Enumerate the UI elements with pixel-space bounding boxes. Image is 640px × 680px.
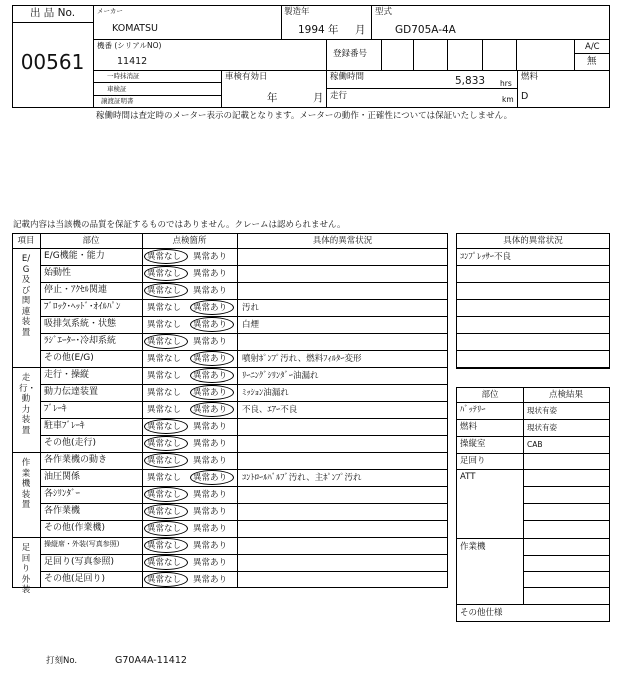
option-none: 異常なし xyxy=(147,524,182,534)
reg-label: 登録番号 xyxy=(333,49,368,59)
option-some: 異常あり xyxy=(193,524,228,534)
results-part-0: ﾊﾞｯﾃﾘｰ xyxy=(460,405,486,415)
option-none: 異常なし xyxy=(147,490,182,500)
option-none: 異常なし xyxy=(147,388,182,398)
selected-mark xyxy=(190,385,234,400)
results-part-2: 操縦室 xyxy=(460,439,486,449)
inspect-year-unit: 年 xyxy=(267,92,278,104)
inspection-part: 吸排気系統・状態 xyxy=(44,319,117,329)
option-some: 異常あり xyxy=(193,439,228,449)
hours-note: 稼働時間は査定時のメーター表示の記載となります。メーターの動作・正確性については保証いたしません。 xyxy=(96,111,513,121)
inspection-detail: 噴射ﾎﾟﾝﾌﾟ汚れ、燃料ﾌｨﾙﾀｰ変形 xyxy=(242,354,362,364)
distance-label: 走行 xyxy=(330,91,348,101)
inspection-part: その他(E/G) xyxy=(44,353,94,363)
option-none: 異常なし xyxy=(147,252,182,262)
year-unit: 年 xyxy=(328,24,339,36)
inspection-detail: ｺﾝﾄﾛｰﾙﾊﾞﾙﾌﾞ汚れ、主ﾎﾟﾝﾌﾟ汚れ xyxy=(242,473,362,483)
inspection-col-part: 部位 xyxy=(82,236,100,246)
month-unit: 月 xyxy=(355,24,366,36)
option-none: 異常なし xyxy=(147,558,182,568)
inspection-part: その他(足回り) xyxy=(44,574,106,584)
hours-label: 稼働時間 xyxy=(330,72,365,82)
results-col-result: 点検結果 xyxy=(548,390,583,400)
group-label-3: 足回り外装 xyxy=(21,543,31,595)
ac-label: A/C xyxy=(585,42,600,52)
option-some: 異常あり xyxy=(193,286,228,296)
inspection-col-check: 点検箇所 xyxy=(172,236,207,246)
selected-mark xyxy=(144,453,188,468)
results-value-0: 現状有姿 xyxy=(527,406,557,415)
inspection-part: 各作業機 xyxy=(44,506,81,516)
results-part-1: 燃料 xyxy=(460,422,478,432)
inspect-valid-label: 車検有効日 xyxy=(225,72,268,82)
selected-mark xyxy=(144,521,188,536)
inspection-detail: 白煙 xyxy=(242,320,260,330)
option-some: 異常あり xyxy=(193,490,228,500)
option-none: 異常なし xyxy=(147,354,182,364)
selected-mark xyxy=(144,249,188,264)
serial-value: 11412 xyxy=(117,56,148,67)
option-some: 異常あり xyxy=(193,473,228,483)
abnormal-header: 具体的異常状況 xyxy=(503,236,563,246)
fuel-value: D xyxy=(521,91,529,102)
ac-value: 無 xyxy=(587,56,597,67)
inspection-detail: 汚れ xyxy=(242,303,260,313)
selected-mark xyxy=(190,402,234,417)
results-value-1: 現状有姿 xyxy=(527,423,557,432)
inspection-part: 始動性 xyxy=(44,268,72,278)
option-none: 異常なし xyxy=(147,439,182,449)
maker-value: KOMATSU xyxy=(112,23,158,34)
inspection-detail: 不良、ｴｱｰ不良 xyxy=(242,405,298,415)
hours-unit: hrs xyxy=(500,79,512,88)
inspection-part: 各作業機の動き xyxy=(44,455,108,465)
inspection-part: 油圧関係 xyxy=(44,472,81,482)
selected-mark xyxy=(190,351,234,366)
option-none: 異常なし xyxy=(147,337,182,347)
selected-mark xyxy=(190,368,234,383)
vehicle-cert-label: 車検証 xyxy=(107,85,127,93)
option-some: 異常あり xyxy=(193,422,228,432)
selected-mark xyxy=(144,538,188,553)
option-some: 異常あり xyxy=(193,371,228,381)
option-some: 異常あり xyxy=(193,303,228,313)
option-some: 異常あり xyxy=(193,320,228,330)
selected-mark xyxy=(144,334,188,349)
option-some: 異常あり xyxy=(193,388,228,398)
model-label: 型式 xyxy=(375,7,393,17)
inspection-detail: ﾐｯｼｮﾝ油漏れ xyxy=(242,388,289,398)
group-label-2: 作業機装置 xyxy=(21,458,31,510)
selected-mark xyxy=(144,436,188,451)
abnormal-entry: ｺﾝﾌﾟﾚｯｻｰ不良 xyxy=(460,252,512,262)
option-some: 異常あり xyxy=(193,507,228,517)
lot-number: 00561 xyxy=(20,50,85,74)
serial-label: 機番 (シリアルNO) xyxy=(97,41,162,50)
inspection-detail: ﾘｰﾆﾝｸﾞｼﾘﾝﾀﾞｰ油漏れ xyxy=(242,371,319,381)
inspection-part: その他(作業機) xyxy=(44,523,106,533)
option-none: 異常なし xyxy=(147,371,182,381)
option-some: 異常あり xyxy=(193,575,228,585)
group-label-0: E/G及び関連装置 xyxy=(21,254,31,338)
inspection-part: 操縦席・外装(写真参照) xyxy=(44,540,120,548)
inspection-part: 駐車ﾌﾞﾚｰｷ xyxy=(44,421,85,431)
selected-mark xyxy=(190,300,234,315)
option-none: 異常なし xyxy=(147,575,182,585)
option-some: 異常あり xyxy=(193,405,228,415)
option-none: 異常なし xyxy=(147,405,182,415)
option-some: 異常あり xyxy=(193,252,228,262)
results-other-label: その他仕様 xyxy=(460,608,503,618)
distance-unit: km xyxy=(502,95,514,104)
inspection-part: 足回り(写真参照) xyxy=(44,557,115,567)
inspection-part: その他(走行) xyxy=(44,438,97,448)
transfer-doc-label: 譲渡証明書 xyxy=(101,97,134,105)
inspection-part: 各ｼﾘﾝﾀﾞｰ xyxy=(44,489,81,499)
hours-value: 5,833 xyxy=(455,75,486,87)
abnormal-frame xyxy=(456,233,610,369)
results-value-2: CAB xyxy=(527,440,543,449)
selected-mark xyxy=(144,419,188,434)
option-none: 異常なし xyxy=(147,303,182,313)
option-none: 異常なし xyxy=(147,320,182,330)
option-none: 異常なし xyxy=(147,286,182,296)
year-value: 1994 xyxy=(298,24,325,36)
lot-label: 出 品 No. xyxy=(29,7,76,19)
selected-mark xyxy=(144,487,188,502)
selected-mark xyxy=(144,283,188,298)
inspection-part: 停止・ｱｸｾﾙ関連 xyxy=(44,285,108,295)
option-some: 異常あり xyxy=(193,337,228,347)
inspection-part: ﾌﾞﾛｯｸ･ﾍｯﾄﾞ･ｵｲﾙﾊﾟﾝ xyxy=(44,302,121,312)
option-none: 異常なし xyxy=(147,269,182,279)
inspection-part: 動力伝達装置 xyxy=(44,387,99,397)
inspection-part: ﾗｼﾞｴｰﾀｰ･冷却系統 xyxy=(44,336,117,346)
model-value: GD705A-4A xyxy=(395,24,456,36)
inspection-col-item: 項目 xyxy=(17,236,35,246)
option-some: 異常あり xyxy=(193,541,228,551)
option-none: 異常なし xyxy=(147,507,182,517)
results-work-label: 作業機 xyxy=(460,542,486,552)
stamp-value: G70A4A-11412 xyxy=(115,655,187,666)
temp-permit-label: 一時抹消証 xyxy=(107,72,140,80)
year-label: 製造年 xyxy=(284,7,310,17)
selected-mark xyxy=(144,555,188,570)
selected-mark xyxy=(144,504,188,519)
option-none: 異常なし xyxy=(147,422,182,432)
option-some: 異常あり xyxy=(193,354,228,364)
results-att-label: ATT xyxy=(460,472,476,482)
inspection-part: 走行・操縦 xyxy=(44,370,90,380)
selected-mark xyxy=(144,572,188,587)
option-none: 異常なし xyxy=(147,473,182,483)
inspect-month-unit: 月 xyxy=(313,92,324,104)
stamp-label: 打刻No. xyxy=(46,656,78,666)
maker-label: メーカー xyxy=(97,7,123,15)
results-col-part: 部位 xyxy=(481,390,499,400)
inspection-part: E/G機能・能力 xyxy=(44,251,105,261)
selected-mark xyxy=(190,317,234,332)
selected-mark xyxy=(190,470,234,485)
group-label-1: 走行・動力装置 xyxy=(19,373,37,436)
results-part-3: 足回り xyxy=(460,456,486,466)
option-none: 異常なし xyxy=(147,541,182,551)
option-some: 異常あり xyxy=(193,558,228,568)
inspection-part: ﾌﾞﾚｰｷ xyxy=(44,404,67,414)
disclaimer: 記載内容は当該機の品質を保証するものではありません。クレームは認められません。 xyxy=(13,220,346,230)
option-none: 異常なし xyxy=(147,456,182,466)
fuel-label: 燃料 xyxy=(521,72,539,82)
option-some: 異常あり xyxy=(193,456,228,466)
selected-mark xyxy=(144,266,188,281)
option-some: 異常あり xyxy=(193,269,228,279)
inspection-col-detail: 具体的異常状況 xyxy=(312,236,373,246)
